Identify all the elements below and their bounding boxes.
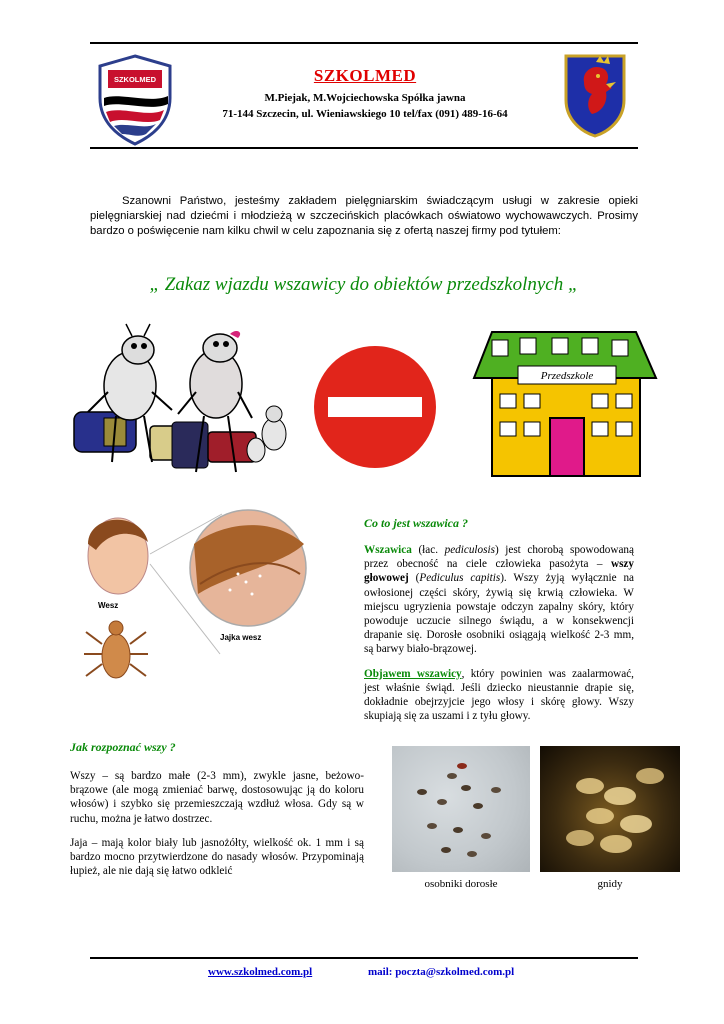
- no-entry-sign-icon: [312, 344, 438, 470]
- term-wszawica: Wszawica: [364, 544, 412, 556]
- website-link[interactable]: www.szkolmed.com.pl: [208, 966, 313, 978]
- head-lice-diagram: [70, 504, 318, 694]
- term-symptoms: Objawem wszawicy: [364, 667, 462, 680]
- intro-text: Szanowni Państwo, jesteśmy zakładem pielęgniarskim świadczącym usługi w zakresie opieki pielęgniarskiej nad dziećmi i młodzieżą w szczecińskich placówkach oświatowo wychowawczych. Prosimy bardzo o poświęcenie nam kilku chwil w celu zapoznania się z ofertą naszej firmy pod tytułem:: [90, 195, 638, 237]
- section-what-is-paragraph1: Wszawica (łac. pediculosis) jest chorobą spowodowaną przez obecność na ciele człowieka pasożyta – wszy głowowej (Pediculus capitis). Wszy żyją wyłącznie na owłosionej części skóry, żywią się krwią człowieka. W miejscu ugryzienia powstaje odczyn zapalny skóry, który powoduje uczucie silnego świądu, a w konsekwencji drapanie się. Dorosłe osobniki osiągają wielkość 2-3 mm, są barwy biało-brązowej.: [364, 544, 634, 656]
- logo-text: SZKOLMED: [113, 75, 157, 84]
- top-rule: [90, 42, 638, 44]
- section-what-is-paragraph2: Objawem wszawicy, który powinien was zaalarmować, jest właśnie świąd. Jeśli dziecko nieustannie drapie się, dokładnie obejrzyjcie jego włosy i skórę głowy. Wszy skupiają się za uszami i z tyłu głowy.: [364, 667, 634, 723]
- nits-photo: [540, 746, 680, 872]
- adult-lice-photo-dots: [392, 746, 530, 872]
- nit-label: Jajka wesz: [220, 633, 262, 642]
- company-owners: M.Piejak, M.Wojciechowska Spółka jawna: [264, 92, 466, 104]
- header-rule: [90, 147, 638, 149]
- nits-caption: gnidy: [597, 878, 623, 890]
- section-recognize-lice-paragraph: Wszy – są bardzo małe (2-3 mm), zwykle jasne, beżowo-brązowe (ale mogą zmieniać barwę, dostosowując ją do koloru włosów) i szybko się przemieszczają wzdłuż włosa. Gdy są w ruchu, można je łatwo dostrzec.: [70, 770, 364, 825]
- section-recognize-heading: Jak rozpoznać wszy ?: [70, 740, 176, 754]
- slogan-title: „ Zakaz wjazdu wszawicy do obiektów przedszkolnych „: [149, 274, 579, 295]
- lice-travellers-illustration: [68, 322, 296, 484]
- szkolmed-logo: [96, 54, 174, 146]
- email-link[interactable]: mail: poczta@szkolmed.com.pl: [368, 966, 515, 978]
- adult-lice-caption: osobniki dorosłe: [424, 878, 498, 890]
- school-sign-text: Przedszkole: [540, 370, 594, 382]
- adult-lice-photo: [392, 746, 530, 872]
- kindergarten-building-illustration: [470, 322, 658, 484]
- section-recognize-eggs-paragraph: Jaja – mają kolor biały lub jasnożółty, wielkość ok. 1 mm i są bardzo mocno przytwierdzone do nasady włosów. Przypominają łupież, ale nie dają się łatwo odkleić: [70, 836, 364, 878]
- company-name: SZKOLMED: [313, 66, 417, 85]
- section-what-is-heading: Co to jest wszawica ?: [364, 516, 469, 530]
- coat-of-arms: [562, 52, 628, 138]
- company-address: 71-144 Szczecin, ul. Wieniawskiego 10 tel/fax (091) 489-16-64: [222, 108, 508, 120]
- footer-rule: [90, 957, 638, 959]
- nits-photo-eggs: [540, 746, 680, 872]
- louse-label: Wesz: [98, 601, 119, 610]
